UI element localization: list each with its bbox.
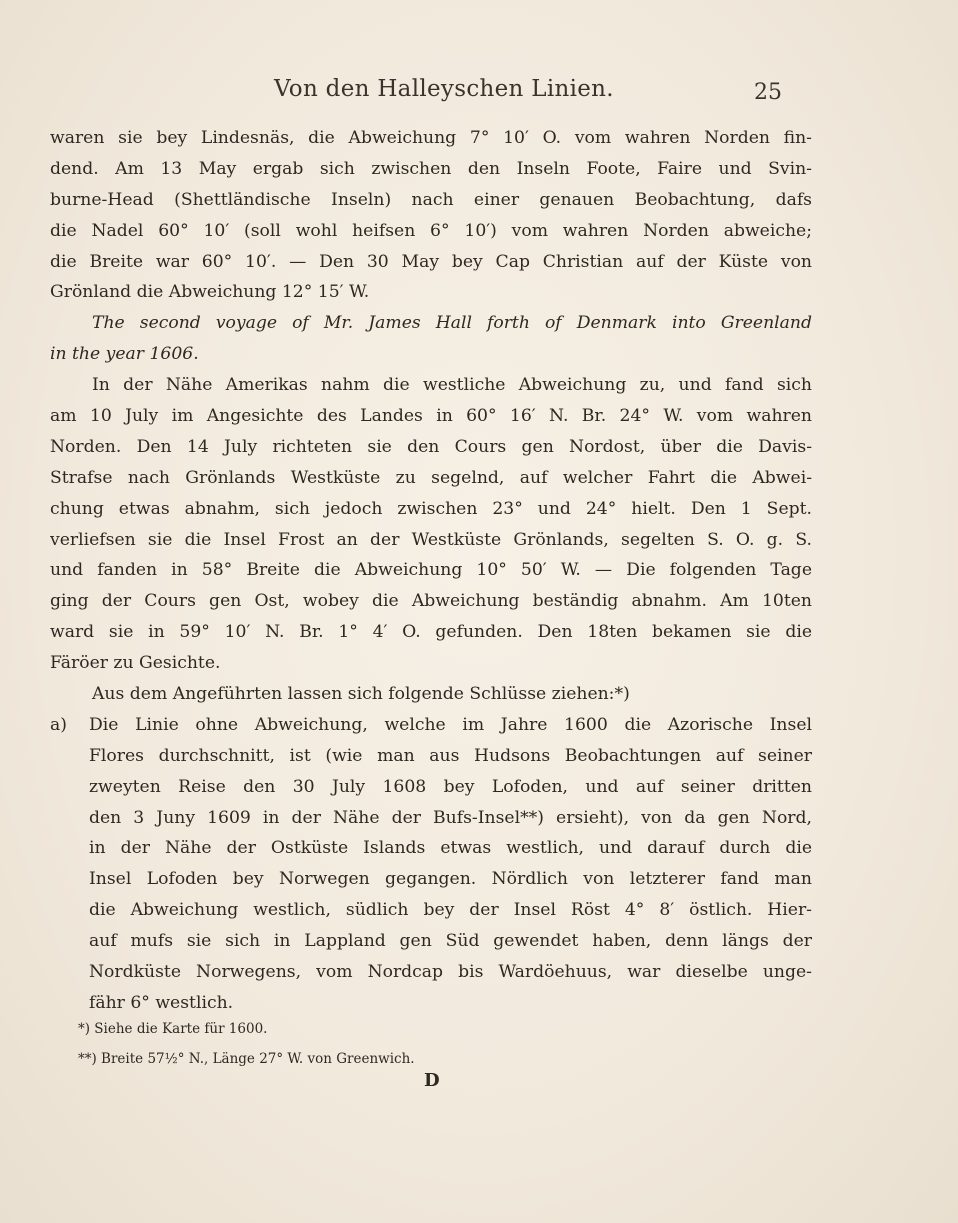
text-line: den 3 Juny 1609 in der Nähe der Bufs-Insel**) ersieht), von da gen Nord, bbox=[89, 807, 812, 828]
list-marker: a) bbox=[50, 714, 67, 735]
text-line: In der Nähe Amerikas nahm die westliche Abweichung zu, und fand sich bbox=[92, 375, 812, 396]
text-line: dend. Am 13 May ergab sich zwischen den Inseln Foote, Faire und Svin- bbox=[50, 158, 812, 179]
text-line: waren sie bey Lindesnäs, die Abweichung 7° 10′ O. vom wahren Norden fin- bbox=[50, 128, 812, 148]
text-line: fähr 6° westlich. bbox=[89, 992, 234, 1013]
text-line: am 10 July im Angesichte des Landes in 60° 16′ N. Br. 24° W. vom wahren bbox=[50, 406, 812, 427]
footnotes bbox=[78, 1014, 578, 1074]
text-line: Grönland die Abweichung 12° 15′ W. bbox=[50, 282, 370, 303]
text-line: in der Nähe der Ostküste Islands etwas westlich, und darauf durch die bbox=[89, 838, 812, 859]
text-line: die Breite war 60° 10′. — Den 30 May bey Cap Christian auf der Küste von bbox=[50, 251, 812, 272]
text-line: burne-Head (Shettländische Inseln) nach einer genauen Beobachtung, dafs bbox=[50, 189, 812, 210]
running-title: Von den Halleyschen Linien. bbox=[274, 76, 614, 102]
text-line: ging der Cours gen Ost, wobey die Abweichung beständig abnahm. Am 10ten bbox=[50, 591, 812, 612]
text-line: ward sie in 59° 10′ N. Br. 1° 4′ O. gefunden. Den 18ten bekamen sie die bbox=[50, 622, 812, 643]
text-line: Strafse nach Grönlands Westküste zu segelnd, auf welcher Fahrt die Abwei- bbox=[50, 467, 812, 488]
page-header bbox=[0, 76, 958, 108]
text-line: verliefsen sie die Insel Frost an der Westküste Grönlands, segelten S. O. g. S. bbox=[50, 529, 812, 550]
text-line: die Abweichung westlich, südlich bey der Insel Röst 4° 8′ östlich. Hier- bbox=[89, 900, 812, 921]
body-text bbox=[50, 123, 812, 1019]
page-number: 25 bbox=[754, 80, 782, 105]
text-line: Färöer zu Gesichte. bbox=[50, 653, 221, 674]
text-line: Norden. Den 14 July richteten sie den Cours gen Nordost, über die Davis- bbox=[50, 436, 812, 457]
signature-mark: D bbox=[424, 1070, 440, 1091]
footnote: *) Siehe die Karte für 1600. bbox=[78, 1021, 268, 1037]
text-line: zweyten Reise den 30 July 1608 bey Lofoden, und auf seiner dritten bbox=[89, 776, 812, 797]
section-title-line: The second voyage of Mr. James Hall forth of Denmark into Greenland bbox=[92, 313, 812, 334]
text-line: Aus dem Angeführten lassen sich folgende Schlüsse ziehen:*) bbox=[92, 684, 630, 705]
footnote: **) Breite 57½° N., Länge 27° W. von Greenwich. bbox=[78, 1051, 415, 1067]
list-item-first-line bbox=[50, 710, 812, 741]
text-line: Nordküste Norwegens, vom Nordcap bis Wardöehuus, war dieselbe unge- bbox=[89, 962, 812, 983]
text-line: und fanden in 58° Breite die Abweichung 10° 50′ W. — Die folgenden Tage bbox=[50, 560, 812, 581]
section-title-line: in the year 1606. bbox=[50, 344, 199, 365]
text-line: Flores durchschnitt, ist (wie man aus Hudsons Beobachtungen auf seiner bbox=[89, 745, 812, 766]
text-line: auf mufs sie sich in Lappland gen Süd gewendet haben, denn längs der bbox=[89, 931, 812, 952]
text-line: chung etwas abnahm, sich jedoch zwischen 23° und 24° hielt. Den 1 Sept. bbox=[50, 498, 812, 519]
text-line: die Nadel 60° 10′ (soll wohl heifsen 6° 10′) vom wahren Norden abweiche; bbox=[50, 220, 812, 241]
text-line-content: Die Linie ohne Abweichung, welche im Jahre 1600 die Azorische Insel bbox=[89, 714, 812, 735]
text-line: Insel Lofoden bey Norwegen gegangen. Nördlich von letzterer fand man bbox=[89, 869, 812, 890]
